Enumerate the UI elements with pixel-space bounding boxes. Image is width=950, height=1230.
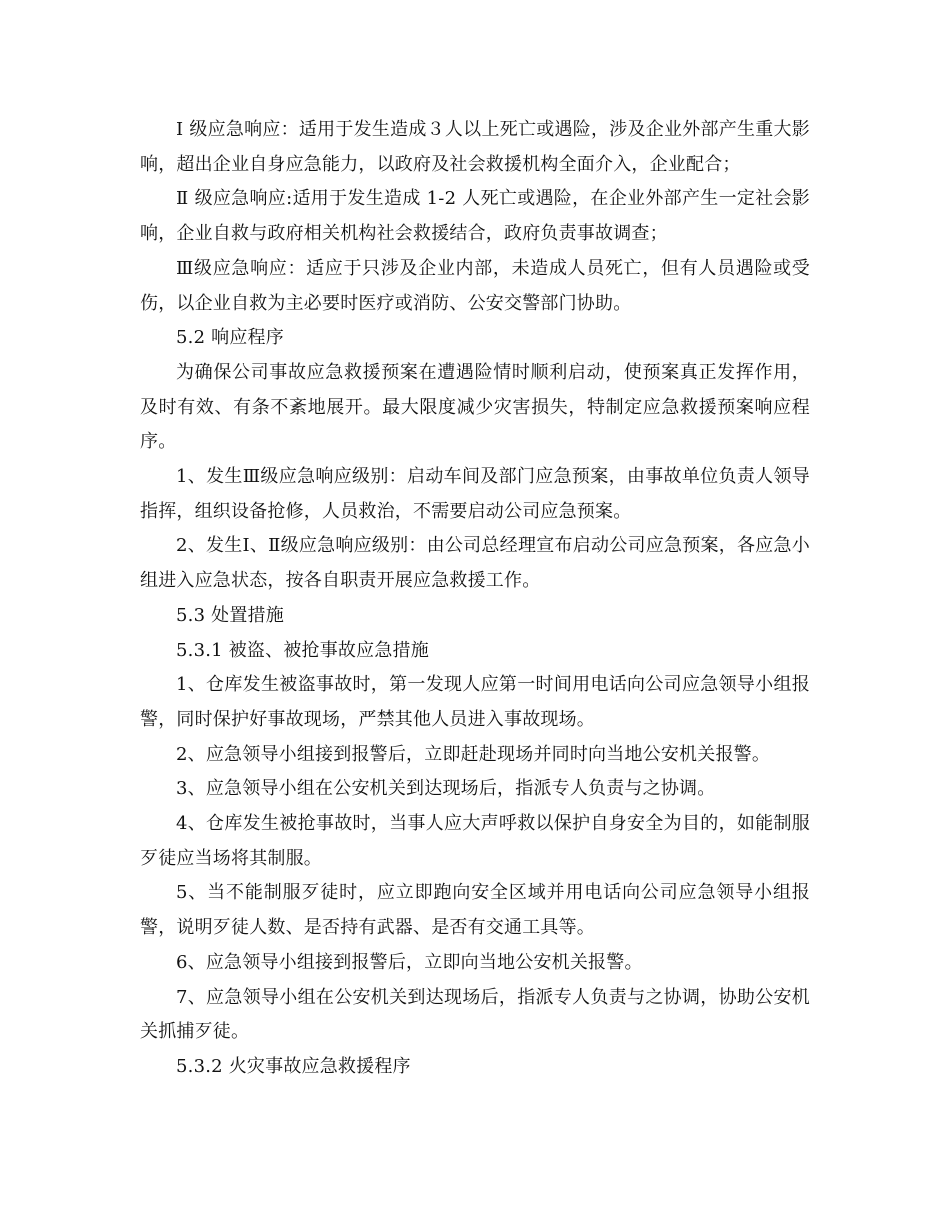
document-body bbox=[140, 113, 810, 1085]
paragraph-level-3-response: Ⅲ级应急响应：适应于只涉及企业内部，未造成人员死亡，但有人员遇险或受伤，以企业自救为主必要时医疗或消防、公安交警部门协助。 bbox=[140, 257, 810, 314]
paragraph-level-1-response: Ⅰ 级应急响应：适用于发生造成３人以上死亡或遇险，涉及企业外部产生重大影响，超出企业自身应急能力，以政府及社会救援机构全面介入，企业配合； bbox=[140, 119, 810, 175]
paragraph-measure-item-3: 3、应急领导小组在公安机关到达现场后，指派专人负责与之协调。 bbox=[176, 778, 716, 800]
paragraph-response-purpose: 为确保公司事故应急救援预案在遭遇险情时顺利启动，使预案真正发挥作用，及时有效、有条不紊地展开。最大限度减少灾害损失，特制定应急救援预案响应程序。 bbox=[140, 361, 810, 453]
paragraph-measure-item-5: 5、当不能制服歹徒时，应立即跑向安全区域并用电话向公司应急领导小组报警，说明歹徒人数、是否持有武器、是否有交通工具等。 bbox=[140, 882, 810, 939]
paragraph-measure-item-2: 2、应急领导小组接到报警后，立即赶赴现场并同时向当地公安机关报警。 bbox=[176, 743, 771, 765]
paragraph-level-2-response: Ⅱ 级应急响应:适用于发生造成 1-2 人死亡或遇险，在企业外部产生一定社会影响，企业自救与政府相关机构社会救援结合，政府负责事故调查； bbox=[140, 188, 810, 245]
paragraph-response-item-1: 1、发生Ⅲ级应急响应级别：启动车间及部门应急预案，由事故单位负责人领导指挥，组织设备抢修，人员救治，不需要启动公司应急预案。 bbox=[140, 466, 810, 522]
paragraph-measure-item-1: 1、仓库发生被盗事故时，第一发现人应第一时间用电话向公司应急领导小组报警，同时保护好事故现场，严禁其他人员进入事故现场。 bbox=[140, 674, 810, 730]
paragraph-measure-item-6: 6、应急领导小组接到报警后，立即向当地公安机关报警。 bbox=[176, 951, 643, 973]
section-heading-5-3-1: 5.3.1 被盗、被抢事故应急措施 bbox=[176, 639, 429, 661]
section-heading-5-3: 5.3 处置措施 bbox=[176, 604, 284, 626]
section-heading-5-3-2: 5.3.2 火灾事故应急救援程序 bbox=[176, 1055, 411, 1077]
paragraph-measure-item-4: 4、仓库发生被抢事故时，当事人应大声呼救以保护自身安全为目的，如能制服歹徒应当场将其制服。 bbox=[140, 813, 810, 869]
paragraph-measure-item-7: 7、应急领导小组在公安机关到达现场后，指派专人负责与之协调，协助公安机关抓捕歹徒。 bbox=[140, 986, 810, 1043]
paragraph-response-item-2: 2、发生Ⅰ、Ⅱ级应急响应级别：由公司总经理宣布启动公司应急预案，各应急小组进入应急状态，按各自职责开展应急救援工作。 bbox=[140, 535, 810, 592]
section-heading-5-2: 5.2 响应程序 bbox=[176, 327, 284, 349]
